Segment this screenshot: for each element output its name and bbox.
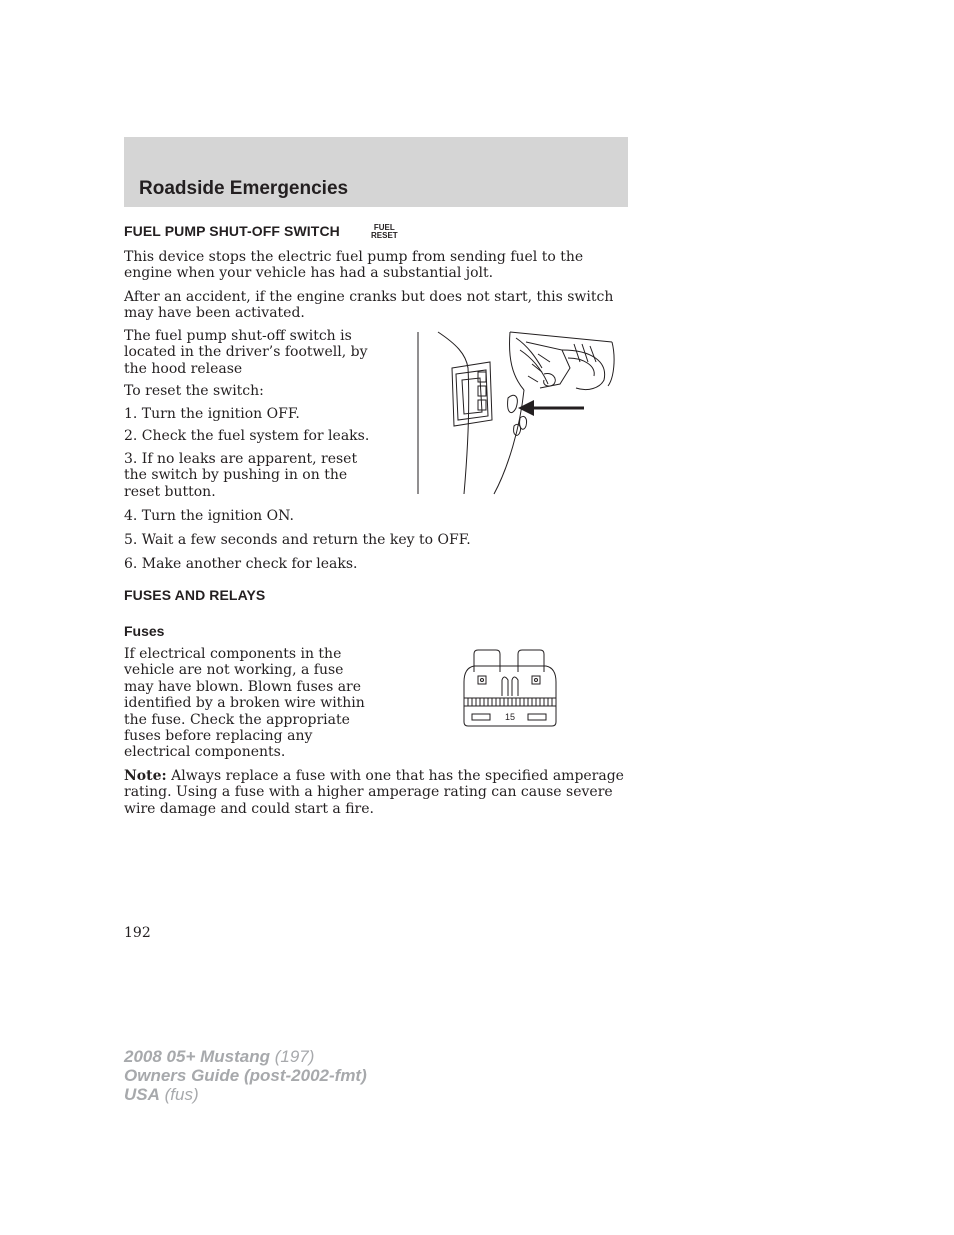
- reset-step: 3. If no leaks are apparent, reset the switch by pushing in on the reset button.: [124, 451, 358, 500]
- fuel-pump-para-4: To reset the switch:: [124, 383, 264, 399]
- note-label: Note:: [124, 768, 167, 784]
- fuel-pump-para-2: After an accident, if the engine cranks but does not start, this switch may have been activated.: [124, 289, 614, 322]
- footer-line-2: Owners Guide (post-2002-fmt): [124, 1066, 367, 1085]
- fuel-pump-para-3: The fuel pump shut-off switch is located in the driver’s footwell, by the hood release: [124, 328, 368, 377]
- fuse-note: [124, 768, 628, 817]
- footer-model: 2008 05+ Mustang: [124, 1047, 270, 1066]
- note-text: Always replace a fuse with one that has the specified amperage rating. Using a fuse with a higher amperage rating can cause severe wire damage and could start a fire.: [124, 768, 624, 817]
- footer-line-1: [124, 1047, 367, 1066]
- fuse-illustration: [462, 646, 558, 728]
- reset-step: 1. Turn the ignition OFF.: [124, 406, 300, 422]
- footer-market-code: (fus): [159, 1085, 199, 1104]
- reset-step: 6. Make another check for leaks.: [124, 556, 358, 572]
- reset-step: 5. Wait a few seconds and return the key to OFF.: [124, 532, 471, 548]
- reset-step: 2. Check the fuel system for leaks.: [124, 428, 370, 444]
- fuses-subheading: Fuses: [124, 623, 165, 639]
- fuses-para: If electrical components in the vehicle are not working, a fuse may have blown. Blown fuses are identified by a broken wire within the fuse. Check the appropriate fuses before replacing any electrical components.: [124, 646, 365, 761]
- fuses-relays-heading: FUSES AND RELAYS: [124, 587, 266, 603]
- fuel-reset-symbol-line1: FUEL: [373, 223, 395, 232]
- fuel-reset-switch-illustration: [412, 328, 616, 496]
- page-number: 192: [124, 925, 151, 941]
- fuel-reset-symbol-line2: RESET: [371, 231, 398, 240]
- fuel-pump-heading: FUEL PUMP SHUT-OFF SWITCH: [124, 223, 340, 239]
- footer-market: USA: [124, 1085, 160, 1104]
- footer-line-3: [124, 1085, 367, 1104]
- footer-model-code: (197): [270, 1047, 315, 1066]
- fuel-pump-para-1: This device stops the electric fuel pump from sending fuel to the engine when your vehicle has had a substantial jolt.: [124, 249, 584, 282]
- section-title: Roadside Emergencies: [139, 178, 349, 199]
- fuse-rating-label: 15: [504, 712, 516, 722]
- reset-step: 4. Turn the ignition ON.: [124, 508, 294, 524]
- fuel-reset-symbol: [371, 224, 398, 240]
- document-footer: [124, 1047, 367, 1104]
